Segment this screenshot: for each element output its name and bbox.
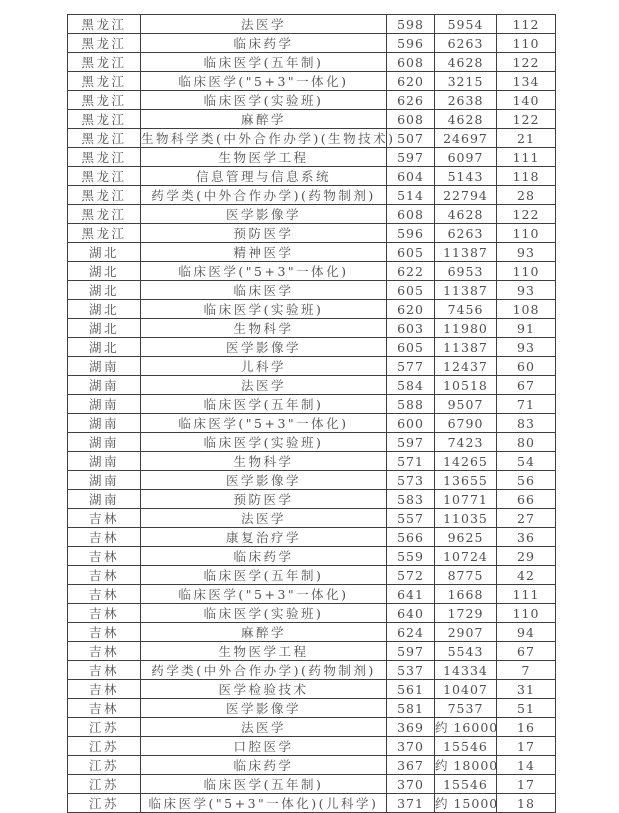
rank-cell: 15546 — [435, 737, 497, 756]
province-cell: 湖北 — [68, 319, 141, 338]
major-cell: 法医学 — [141, 376, 387, 395]
rank-cell: 约 15000 — [435, 794, 497, 813]
count-cell: 7 — [497, 661, 556, 680]
score-cell: 514 — [387, 186, 435, 205]
score-cell: 596 — [387, 224, 435, 243]
count-cell: 56 — [497, 471, 556, 490]
province-cell: 湖南 — [68, 357, 141, 376]
major-cell: 预防医学 — [141, 224, 387, 243]
table-row — [68, 566, 556, 585]
major-cell: 生物科学 — [141, 319, 387, 338]
score-cell: 608 — [387, 53, 435, 72]
table-row — [68, 34, 556, 53]
count-cell: 54 — [497, 452, 556, 471]
count-cell: 17 — [497, 775, 556, 794]
score-cell: 608 — [387, 110, 435, 129]
admission-scores-table — [67, 14, 556, 813]
rank-cell: 10407 — [435, 680, 497, 699]
count-cell: 27 — [497, 509, 556, 528]
table-row — [68, 680, 556, 699]
rank-cell: 6953 — [435, 262, 497, 281]
score-cell: 571 — [387, 452, 435, 471]
major-cell: 信息管理与信息系统 — [141, 167, 387, 186]
count-cell: 110 — [497, 224, 556, 243]
count-cell: 60 — [497, 357, 556, 376]
major-cell: 生物医学工程 — [141, 148, 387, 167]
major-cell: 医学影像学 — [141, 338, 387, 357]
score-cell: 620 — [387, 300, 435, 319]
province-cell: 黑龙江 — [68, 186, 141, 205]
table-row — [68, 224, 556, 243]
major-cell: 临床医学("5+3"一体化) — [141, 72, 387, 91]
major-cell: 临床医学("5+3"一体化) — [141, 414, 387, 433]
score-cell: 641 — [387, 585, 435, 604]
province-cell: 江苏 — [68, 775, 141, 794]
table-row — [68, 794, 556, 813]
rank-cell: 11035 — [435, 509, 497, 528]
score-cell: 588 — [387, 395, 435, 414]
rank-cell: 13655 — [435, 471, 497, 490]
major-cell: 医学影像学 — [141, 699, 387, 718]
count-cell: 122 — [497, 205, 556, 224]
province-cell: 湖南 — [68, 452, 141, 471]
major-cell: 医学检验技术 — [141, 680, 387, 699]
major-cell: 生物科学类(中外合作办学)(生物技术) — [141, 129, 387, 148]
count-cell: 51 — [497, 699, 556, 718]
rank-cell: 6790 — [435, 414, 497, 433]
table-row — [68, 395, 556, 414]
rank-cell: 11387 — [435, 338, 497, 357]
table-row — [68, 300, 556, 319]
score-table-body — [68, 15, 556, 813]
count-cell: 36 — [497, 528, 556, 547]
score-cell: 577 — [387, 357, 435, 376]
province-cell: 吉林 — [68, 528, 141, 547]
table-row — [68, 699, 556, 718]
table-row — [68, 205, 556, 224]
province-cell: 吉林 — [68, 509, 141, 528]
table-row — [68, 775, 556, 794]
score-cell: 624 — [387, 623, 435, 642]
score-cell: 561 — [387, 680, 435, 699]
major-cell: 儿科学 — [141, 357, 387, 376]
province-cell: 吉林 — [68, 699, 141, 718]
province-cell: 湖南 — [68, 433, 141, 452]
table-row — [68, 53, 556, 72]
rank-cell: 1729 — [435, 604, 497, 623]
score-cell: 603 — [387, 319, 435, 338]
score-cell: 604 — [387, 167, 435, 186]
table-row — [68, 433, 556, 452]
rank-cell: 2638 — [435, 91, 497, 110]
major-cell: 精神医学 — [141, 243, 387, 262]
table-row — [68, 243, 556, 262]
rank-cell: 2907 — [435, 623, 497, 642]
count-cell: 71 — [497, 395, 556, 414]
table-row — [68, 91, 556, 110]
table-row — [68, 15, 556, 34]
score-cell: 566 — [387, 528, 435, 547]
score-cell: 605 — [387, 281, 435, 300]
rank-cell: 约 16000 — [435, 718, 497, 737]
province-cell: 湖南 — [68, 395, 141, 414]
count-cell: 122 — [497, 53, 556, 72]
rank-cell: 4628 — [435, 110, 497, 129]
score-cell: 620 — [387, 72, 435, 91]
table-row — [68, 718, 556, 737]
score-cell: 370 — [387, 775, 435, 794]
rank-cell: 6263 — [435, 34, 497, 53]
count-cell: 29 — [497, 547, 556, 566]
score-cell: 608 — [387, 205, 435, 224]
province-cell: 吉林 — [68, 623, 141, 642]
table-row — [68, 357, 556, 376]
count-cell: 67 — [497, 376, 556, 395]
score-cell: 370 — [387, 737, 435, 756]
province-cell: 湖南 — [68, 490, 141, 509]
rank-cell: 14265 — [435, 452, 497, 471]
score-cell: 369 — [387, 718, 435, 737]
count-cell: 110 — [497, 604, 556, 623]
province-cell: 湖北 — [68, 338, 141, 357]
score-cell: 573 — [387, 471, 435, 490]
major-cell: 法医学 — [141, 718, 387, 737]
major-cell: 临床医学("5+3"一体化) — [141, 262, 387, 281]
count-cell: 111 — [497, 148, 556, 167]
major-cell: 法医学 — [141, 15, 387, 34]
province-cell: 江苏 — [68, 737, 141, 756]
rank-cell: 约 18000 — [435, 756, 497, 775]
table-row — [68, 547, 556, 566]
table-row — [68, 110, 556, 129]
province-cell: 湖南 — [68, 376, 141, 395]
score-cell: 626 — [387, 91, 435, 110]
rank-cell: 7456 — [435, 300, 497, 319]
major-cell: 临床医学(五年制) — [141, 53, 387, 72]
table-row — [68, 338, 556, 357]
score-cell: 597 — [387, 433, 435, 452]
count-cell: 80 — [497, 433, 556, 452]
count-cell: 110 — [497, 34, 556, 53]
province-cell: 江苏 — [68, 756, 141, 775]
score-cell: 367 — [387, 756, 435, 775]
province-cell: 黑龙江 — [68, 15, 141, 34]
score-cell: 598 — [387, 15, 435, 34]
score-cell: 605 — [387, 243, 435, 262]
rank-cell: 15546 — [435, 775, 497, 794]
major-cell: 口腔医学 — [141, 737, 387, 756]
count-cell: 21 — [497, 129, 556, 148]
count-cell: 93 — [497, 338, 556, 357]
province-cell: 黑龙江 — [68, 53, 141, 72]
rank-cell: 10771 — [435, 490, 497, 509]
score-cell: 597 — [387, 148, 435, 167]
province-cell: 黑龙江 — [68, 72, 141, 91]
table-row — [68, 642, 556, 661]
rank-cell: 14334 — [435, 661, 497, 680]
score-cell: 584 — [387, 376, 435, 395]
rank-cell: 9507 — [435, 395, 497, 414]
count-cell: 93 — [497, 281, 556, 300]
count-cell: 118 — [497, 167, 556, 186]
province-cell: 黑龙江 — [68, 224, 141, 243]
count-cell: 16 — [497, 718, 556, 737]
major-cell: 临床医学(五年制) — [141, 566, 387, 585]
count-cell: 83 — [497, 414, 556, 433]
table-row — [68, 604, 556, 623]
major-cell: 临床医学(五年制) — [141, 775, 387, 794]
province-cell: 黑龙江 — [68, 110, 141, 129]
province-cell: 湖北 — [68, 243, 141, 262]
count-cell: 18 — [497, 794, 556, 813]
province-cell: 吉林 — [68, 604, 141, 623]
table-row — [68, 281, 556, 300]
major-cell: 临床医学 — [141, 281, 387, 300]
count-cell: 42 — [497, 566, 556, 585]
province-cell: 江苏 — [68, 794, 141, 813]
rank-cell: 7537 — [435, 699, 497, 718]
score-cell: 597 — [387, 642, 435, 661]
rank-cell: 6263 — [435, 224, 497, 243]
province-cell: 吉林 — [68, 585, 141, 604]
rank-cell: 11387 — [435, 243, 497, 262]
table-row — [68, 471, 556, 490]
province-cell: 湖南 — [68, 471, 141, 490]
major-cell: 医学影像学 — [141, 205, 387, 224]
score-cell: 581 — [387, 699, 435, 718]
rank-cell: 8775 — [435, 566, 497, 585]
count-cell: 122 — [497, 110, 556, 129]
major-cell: 麻醉学 — [141, 110, 387, 129]
rank-cell: 11387 — [435, 281, 497, 300]
table-row — [68, 452, 556, 471]
score-cell: 600 — [387, 414, 435, 433]
province-cell: 黑龙江 — [68, 91, 141, 110]
rank-cell: 4628 — [435, 205, 497, 224]
score-cell: 622 — [387, 262, 435, 281]
table-row — [68, 737, 556, 756]
major-cell: 生物医学工程 — [141, 642, 387, 661]
score-cell: 640 — [387, 604, 435, 623]
score-cell: 596 — [387, 34, 435, 53]
score-cell: 557 — [387, 509, 435, 528]
province-cell: 吉林 — [68, 661, 141, 680]
major-cell: 麻醉学 — [141, 623, 387, 642]
rank-cell: 11980 — [435, 319, 497, 338]
table-row — [68, 262, 556, 281]
major-cell: 预防医学 — [141, 490, 387, 509]
table-row — [68, 490, 556, 509]
rank-cell: 5543 — [435, 642, 497, 661]
score-cell: 559 — [387, 547, 435, 566]
rank-cell: 3215 — [435, 72, 497, 91]
count-cell: 91 — [497, 319, 556, 338]
major-cell: 法医学 — [141, 509, 387, 528]
table-row — [68, 186, 556, 205]
rank-cell: 10724 — [435, 547, 497, 566]
major-cell: 康复治疗学 — [141, 528, 387, 547]
count-cell: 110 — [497, 262, 556, 281]
province-cell: 湖南 — [68, 414, 141, 433]
count-cell: 112 — [497, 15, 556, 34]
table-row — [68, 585, 556, 604]
count-cell: 28 — [497, 186, 556, 205]
score-cell: 537 — [387, 661, 435, 680]
rank-cell: 7423 — [435, 433, 497, 452]
count-cell: 93 — [497, 243, 556, 262]
rank-cell: 9625 — [435, 528, 497, 547]
province-cell: 黑龙江 — [68, 205, 141, 224]
province-cell: 江苏 — [68, 718, 141, 737]
score-cell: 507 — [387, 129, 435, 148]
province-cell: 黑龙江 — [68, 148, 141, 167]
province-cell: 黑龙江 — [68, 129, 141, 148]
rank-cell: 5954 — [435, 15, 497, 34]
major-cell: 医学影像学 — [141, 471, 387, 490]
count-cell: 17 — [497, 737, 556, 756]
score-cell: 583 — [387, 490, 435, 509]
table-row — [68, 72, 556, 91]
major-cell: 药学类(中外合作办学)(药物制剂) — [141, 661, 387, 680]
score-cell: 371 — [387, 794, 435, 813]
table-row — [68, 623, 556, 642]
province-cell: 吉林 — [68, 566, 141, 585]
province-cell: 吉林 — [68, 680, 141, 699]
rank-cell: 5143 — [435, 167, 497, 186]
count-cell: 94 — [497, 623, 556, 642]
table-row — [68, 661, 556, 680]
table-row — [68, 528, 556, 547]
count-cell: 111 — [497, 585, 556, 604]
major-cell: 临床医学(实验班) — [141, 300, 387, 319]
score-cell: 605 — [387, 338, 435, 357]
score-cell: 572 — [387, 566, 435, 585]
province-cell: 黑龙江 — [68, 167, 141, 186]
table-row — [68, 414, 556, 433]
province-cell: 吉林 — [68, 642, 141, 661]
major-cell: 生物科学 — [141, 452, 387, 471]
rank-cell: 24697 — [435, 129, 497, 148]
table-row — [68, 167, 556, 186]
province-cell: 湖北 — [68, 300, 141, 319]
table-row — [68, 129, 556, 148]
rank-cell: 1668 — [435, 585, 497, 604]
table-row — [68, 756, 556, 775]
province-cell: 黑龙江 — [68, 34, 141, 53]
major-cell: 临床药学 — [141, 547, 387, 566]
rank-cell: 10518 — [435, 376, 497, 395]
count-cell: 66 — [497, 490, 556, 509]
count-cell: 108 — [497, 300, 556, 319]
major-cell: 临床医学("5+3"一体化)(儿科学) — [141, 794, 387, 813]
major-cell: 药学类(中外合作办学)(药物制剂) — [141, 186, 387, 205]
major-cell: 临床药学 — [141, 34, 387, 53]
major-cell: 临床药学 — [141, 756, 387, 775]
count-cell: 140 — [497, 91, 556, 110]
rank-cell: 12437 — [435, 357, 497, 376]
province-cell: 湖北 — [68, 281, 141, 300]
count-cell: 134 — [497, 72, 556, 91]
province-cell: 湖北 — [68, 262, 141, 281]
count-cell: 67 — [497, 642, 556, 661]
major-cell: 临床医学(实验班) — [141, 604, 387, 623]
table-row — [68, 376, 556, 395]
rank-cell: 22794 — [435, 186, 497, 205]
table-row — [68, 319, 556, 338]
major-cell: 临床医学(实验班) — [141, 433, 387, 452]
major-cell: 临床医学("5+3"一体化) — [141, 585, 387, 604]
province-cell: 吉林 — [68, 547, 141, 566]
rank-cell: 6097 — [435, 148, 497, 167]
count-cell: 31 — [497, 680, 556, 699]
table-row — [68, 509, 556, 528]
rank-cell: 4628 — [435, 53, 497, 72]
table-row — [68, 148, 556, 167]
count-cell: 14 — [497, 756, 556, 775]
major-cell: 临床医学(五年制) — [141, 395, 387, 414]
major-cell: 临床医学(实验班) — [141, 91, 387, 110]
